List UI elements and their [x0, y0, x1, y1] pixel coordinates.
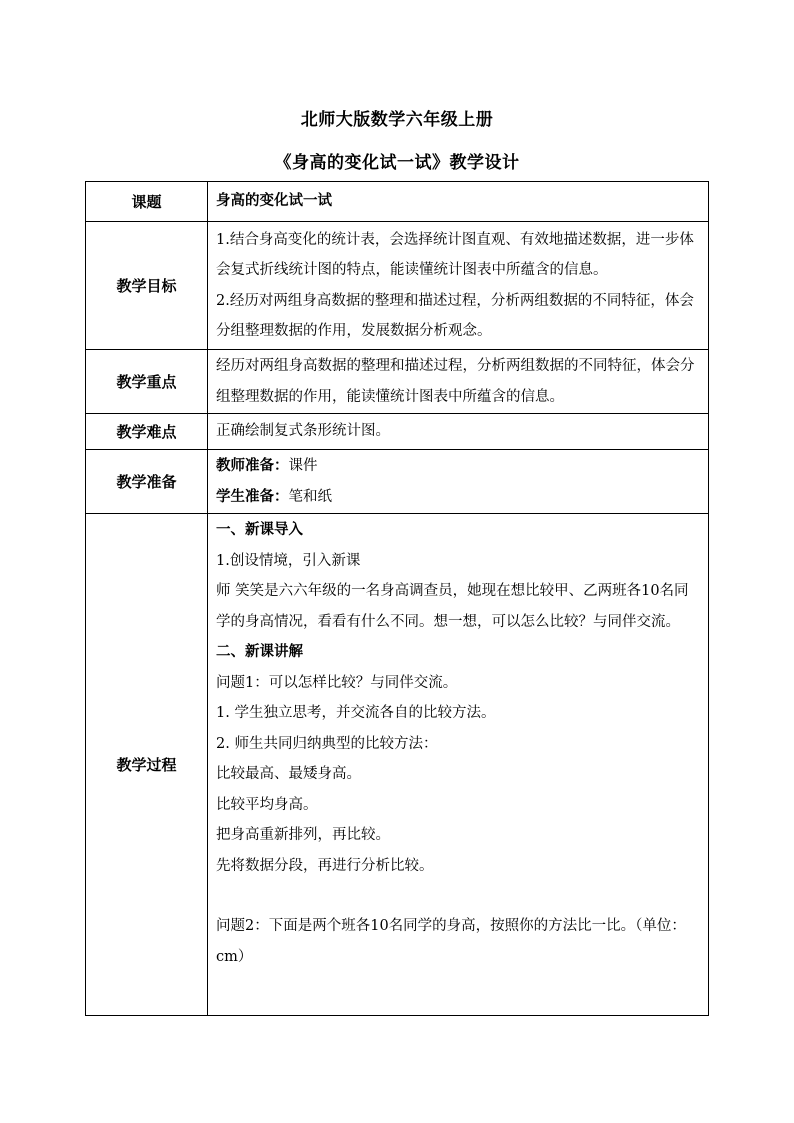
- goals-label: 教学目标: [86, 222, 208, 350]
- process-line-9: 先将数据分段，再进行分析比较。: [216, 857, 434, 874]
- process-line-6: 比较最高、最矮身高。: [216, 766, 361, 782]
- prep-label: 教学准备: [86, 450, 208, 514]
- keypoints-value: 经历对两组身高数据的整理和描述过程，分析两组数据的不同特征，体会分组整理数据的作用，能读懂统计图表中所蕴含的信息。: [208, 350, 709, 414]
- blank-line: [216, 881, 702, 911]
- process-line-8: 把身高重新排列，再比较。: [216, 827, 390, 843]
- prep-teacher-label: 教师准备：: [216, 457, 289, 474]
- topic-value: [208, 182, 709, 222]
- prep-student: [216, 482, 702, 513]
- process-label: 教学过程: [86, 514, 208, 1016]
- process-heading-2: [216, 637, 702, 668]
- process-line-3: 问题1：可以怎样比较？与同伴交流。: [216, 674, 458, 691]
- process-line-4: 1. 学生独立思考，并交流各自的比较方法。: [216, 705, 496, 721]
- process-line-10: 问题2：下面是两个班各10名同学的身高，按照你的方法比一比。（单位：cm）: [216, 918, 686, 965]
- process-heading-1-text: 一、新课导入: [216, 521, 303, 538]
- keypoints-label: 教学重点: [86, 350, 208, 414]
- process-line-1: 1.创设情境，引入新课: [216, 552, 361, 569]
- prep-cell: [208, 450, 709, 514]
- document-subtitle: 《身高的变化试一试》教学设计: [274, 153, 520, 173]
- prep-student-label: 学生准备：: [216, 487, 289, 505]
- goal-item-1: 1.结合身高变化的统计表，会选择统计图直观、有效地描述数据，进一步体会复式折线统计图的特点，能读懂统计图表中所蕴含的信息。: [216, 231, 694, 278]
- lesson-plan-table: [85, 181, 709, 1016]
- process-heading-1: [216, 515, 702, 546]
- prep-student-value: 笔和纸: [288, 488, 332, 505]
- difficulty-label: 教学难点: [86, 414, 208, 450]
- goals-cell: [208, 222, 709, 350]
- process-heading-2-text: 二、新课讲解: [216, 643, 303, 660]
- process-line-5: 2. 师生共同归纳典型的比较方法：: [216, 735, 438, 752]
- document-title: 北师大版数学六年级上册: [300, 110, 494, 130]
- row-goals: [86, 222, 709, 350]
- prep-teacher: [216, 451, 702, 482]
- prep-teacher-value: 课件: [288, 458, 318, 474]
- process-line-7: 比较平均身高。: [216, 796, 318, 813]
- process-line-2: 师 笑笑是六六年级的一名身高调查员，她现在想比较甲、乙两班各10名同学的身高情况，看看有什么不同。想一想，可以怎么比较？与同伴交流。: [216, 583, 689, 630]
- row-prep: [86, 450, 709, 514]
- topic-text: 身高的变化试一试: [216, 192, 332, 210]
- row-difficulty: [86, 414, 709, 450]
- difficulty-value: 正确绘制复式条形统计图。: [208, 414, 709, 450]
- row-keypoints: [86, 350, 709, 414]
- row-process: [86, 514, 709, 1016]
- row-topic: [86, 182, 709, 222]
- goal-item-2: 2.经历对两组身高数据的整理和描述过程，分析两组数据的不同特征，体会分组整理数据的作用，发展数据分析观念。: [216, 292, 694, 339]
- topic-label: 课题: [86, 182, 208, 222]
- process-cell: [208, 514, 709, 1016]
